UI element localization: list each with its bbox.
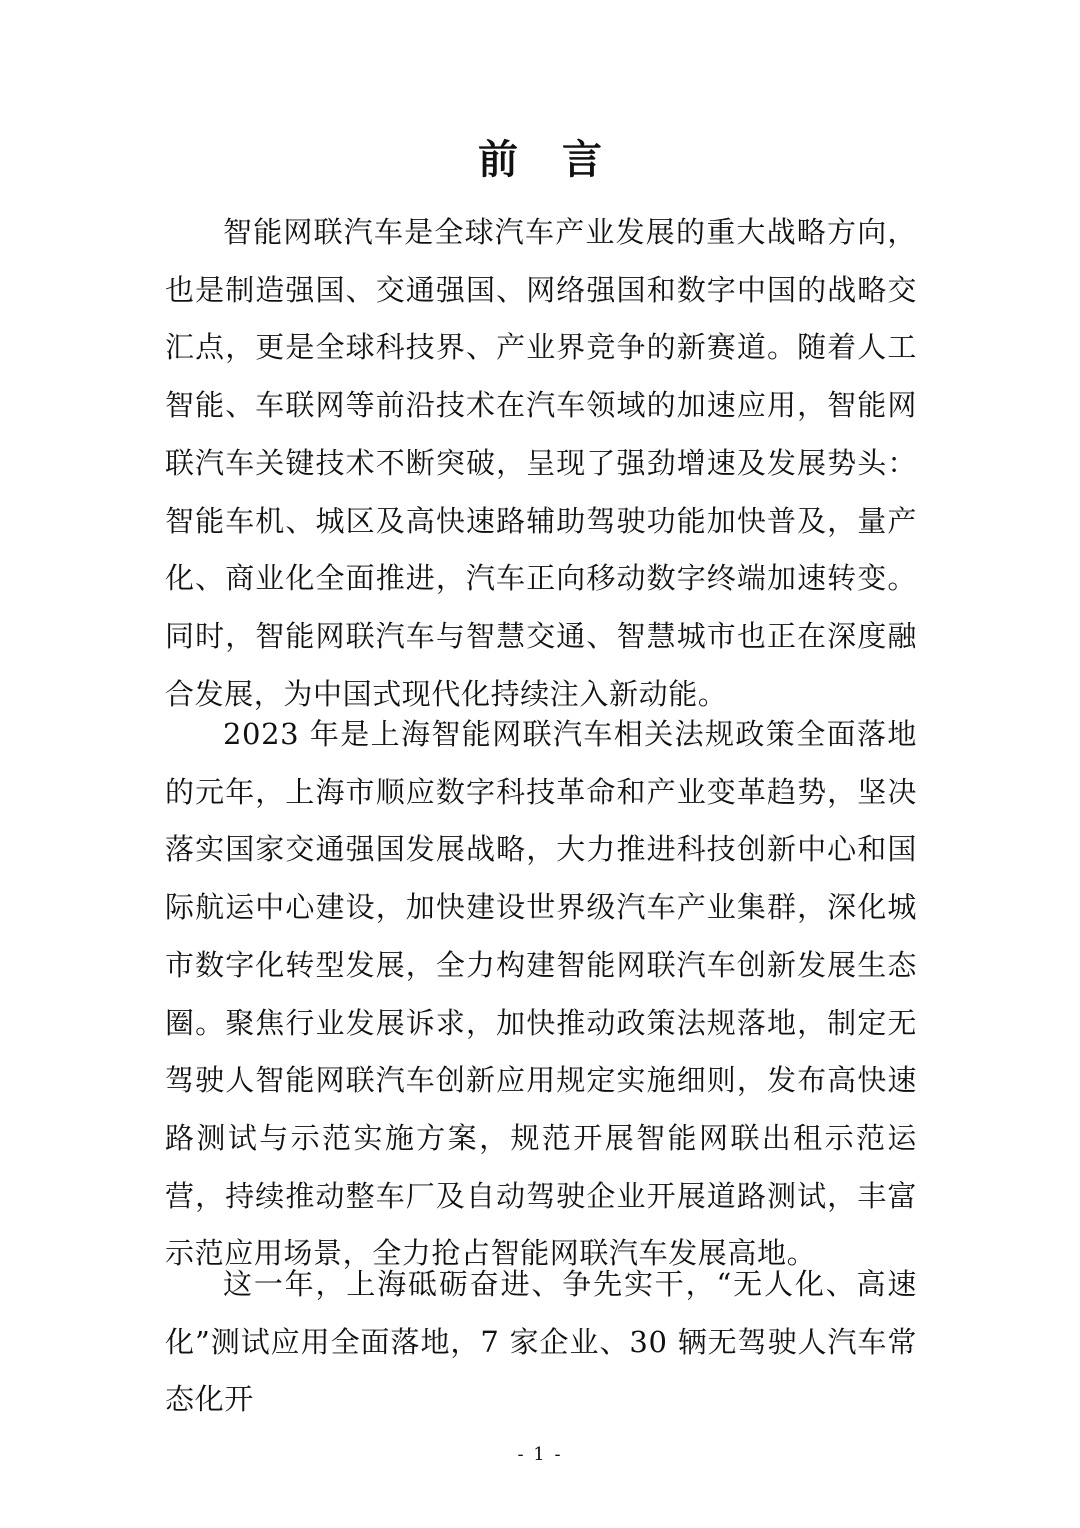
page-number: - 1 - (517, 1444, 563, 1465)
paragraph-3: 这一年，上海砥砺奋进、争先实干，“无人化、高速化”测试应用全面落地，7 家企业、30 辆无驾驶人汽车常态化开 (165, 1267, 917, 1417)
page-title: 前言 (478, 136, 646, 183)
paragraph-1: 智能网联汽车是全球汽车产业发展的重大战略方向，也是制造强国、交通强国、网络强国和数字中国的战略交汇点，更是全球科技界、产业界竞争的新赛道。随着人工智能、车联网等前沿技术在汽车领域的加速应用，智能网联汽车关键技术不断突破，呈现了强劲增速及发展势头：智能车机、城区及高快速路辅助驾驶功能加快普及，量产化、商业化全面推进，汽车正向移动数字终端加速转变。同时，智能网联汽车与智慧交通、智慧城市也正在深度融合发展，为中国式现代化持续注入新动能。 (165, 215, 917, 711)
paragraph-2: 2023 年是上海智能网联汽车相关法规政策全面落地的元年，上海市顺应数字科技革命和产业变革趋势，坚决落实国家交通强国发展战略，大力推进科技创新中心和国际航运中心建设，加快建设世界级汽车产业集群，深化城市数字化转型发展，全力构建智能网联汽车创新发展生态圈。聚焦行业发展诉求，加快推动政策法规落地，制定无驾驶人智能网联汽车创新应用规定实施细则，发布高快速路测试与示范实施方案，规范开展智能网联出租示范运营，持续推动整车厂及自动驾驶企业开展道路测试，丰富示范应用场景，全力抢占智能网联汽车发展高地。 (165, 717, 917, 1271)
